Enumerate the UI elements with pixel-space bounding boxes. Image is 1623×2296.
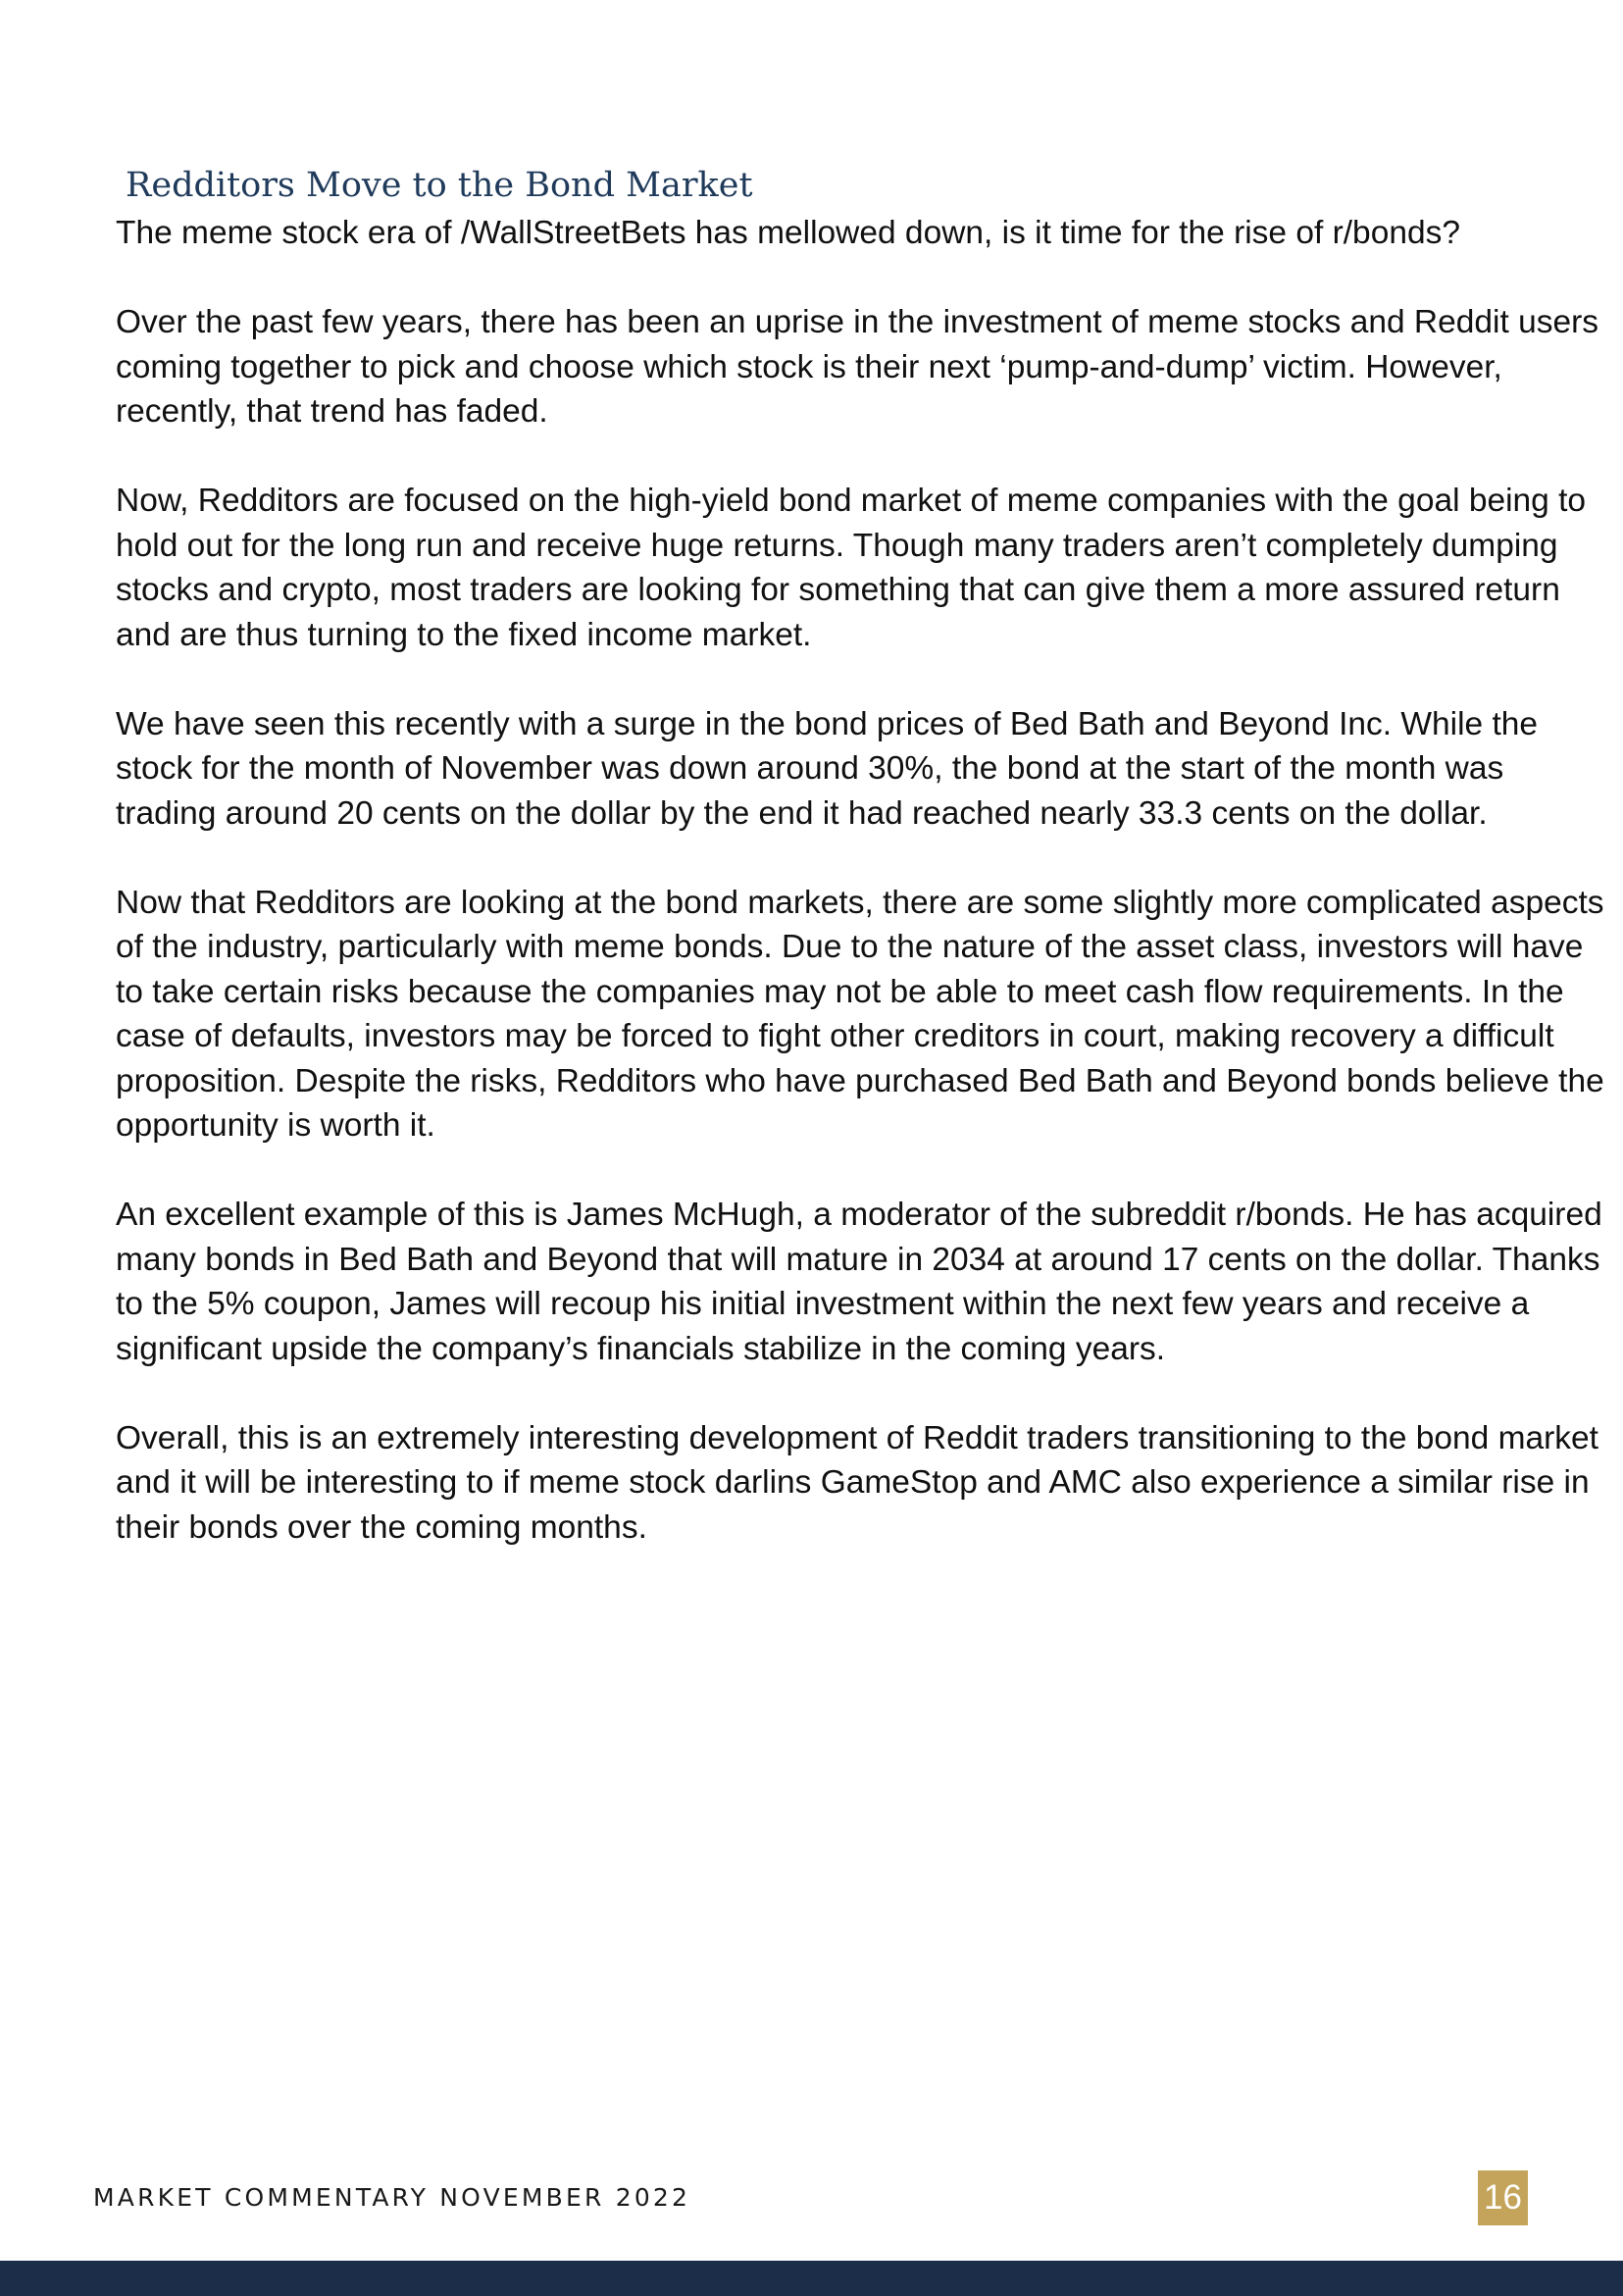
article-paragraph: The meme stock era of /WallStreetBets has mellowed down, is it time for the rise of r/bonds? — [116, 215, 1460, 251]
article — [116, 160, 1606, 1550]
page-number-badge: 16 — [1478, 2170, 1528, 2225]
article-paragraph: Now that Redditors are looking at the bond markets, there are some slightly more complicated aspects of the industry, particularly with meme bonds. Due to the nature of the asset class, investors will have to take certain risks because the companies may not be able to meet cash flow requirements. In the case of defaults, investors may be forced to fight other creditors in court, making recovery a difficult proposition. Despite the risks, Redditors who have purchased Bed Bath and Beyond bonds believe the opportunity is worth it. — [116, 884, 1604, 1144]
footer-publication-label: MARKET COMMENTARY NOVEMBER 2022 — [93, 2183, 691, 2212]
article-title: Redditors Move to the Bond Market — [126, 166, 753, 205]
article-paragraph: We have seen this recently with a surge in the bond prices of Bed Bath and Beyond Inc. While the stock for the month of November was down around 30%, the bond at the start of the month was trading around 20 cents on the dollar by the end it had reached nearly 33.3 cents on the dollar. — [116, 705, 1539, 832]
article-body — [116, 211, 1606, 1550]
article-paragraph: Now, Redditors are focused on the high-yield bond market of meme companies with the goal being to hold out for the long run and receive huge returns. Though many traders aren’t completely dumping stocks and crypto, most traders are looking for something that can give them a more assured return and are thus turning to the fixed income market. — [116, 483, 1587, 653]
article-paragraph: An excellent example of this is James McHugh, a moderator of the subreddit r/bonds. He has acquired many bonds in Bed Bath and Beyond that will mature in 2034 at around 17 cents on the dollar. Thanks to the 5% coupon, James will recoup his initial investment within the next few years and receive a significant upside the company’s financials stabilize in the coming years. — [116, 1197, 1602, 1367]
footer-bar — [0, 2261, 1623, 2296]
article-paragraph: Over the past few years, there has been an uprise in the investment of meme stocks and Reddit users coming together to pick and choose which stock is their next ‘pump-and-dump’ victim. However, recently, that trend has faded. — [116, 304, 1598, 430]
article-paragraph: Overall, this is an extremely interesting development of Reddit traders transitioning to the bond market and it will be interesting to if meme stock darlins GameStop and AMC also experience a similar rise in their bonds over the coming months. — [116, 1419, 1598, 1546]
